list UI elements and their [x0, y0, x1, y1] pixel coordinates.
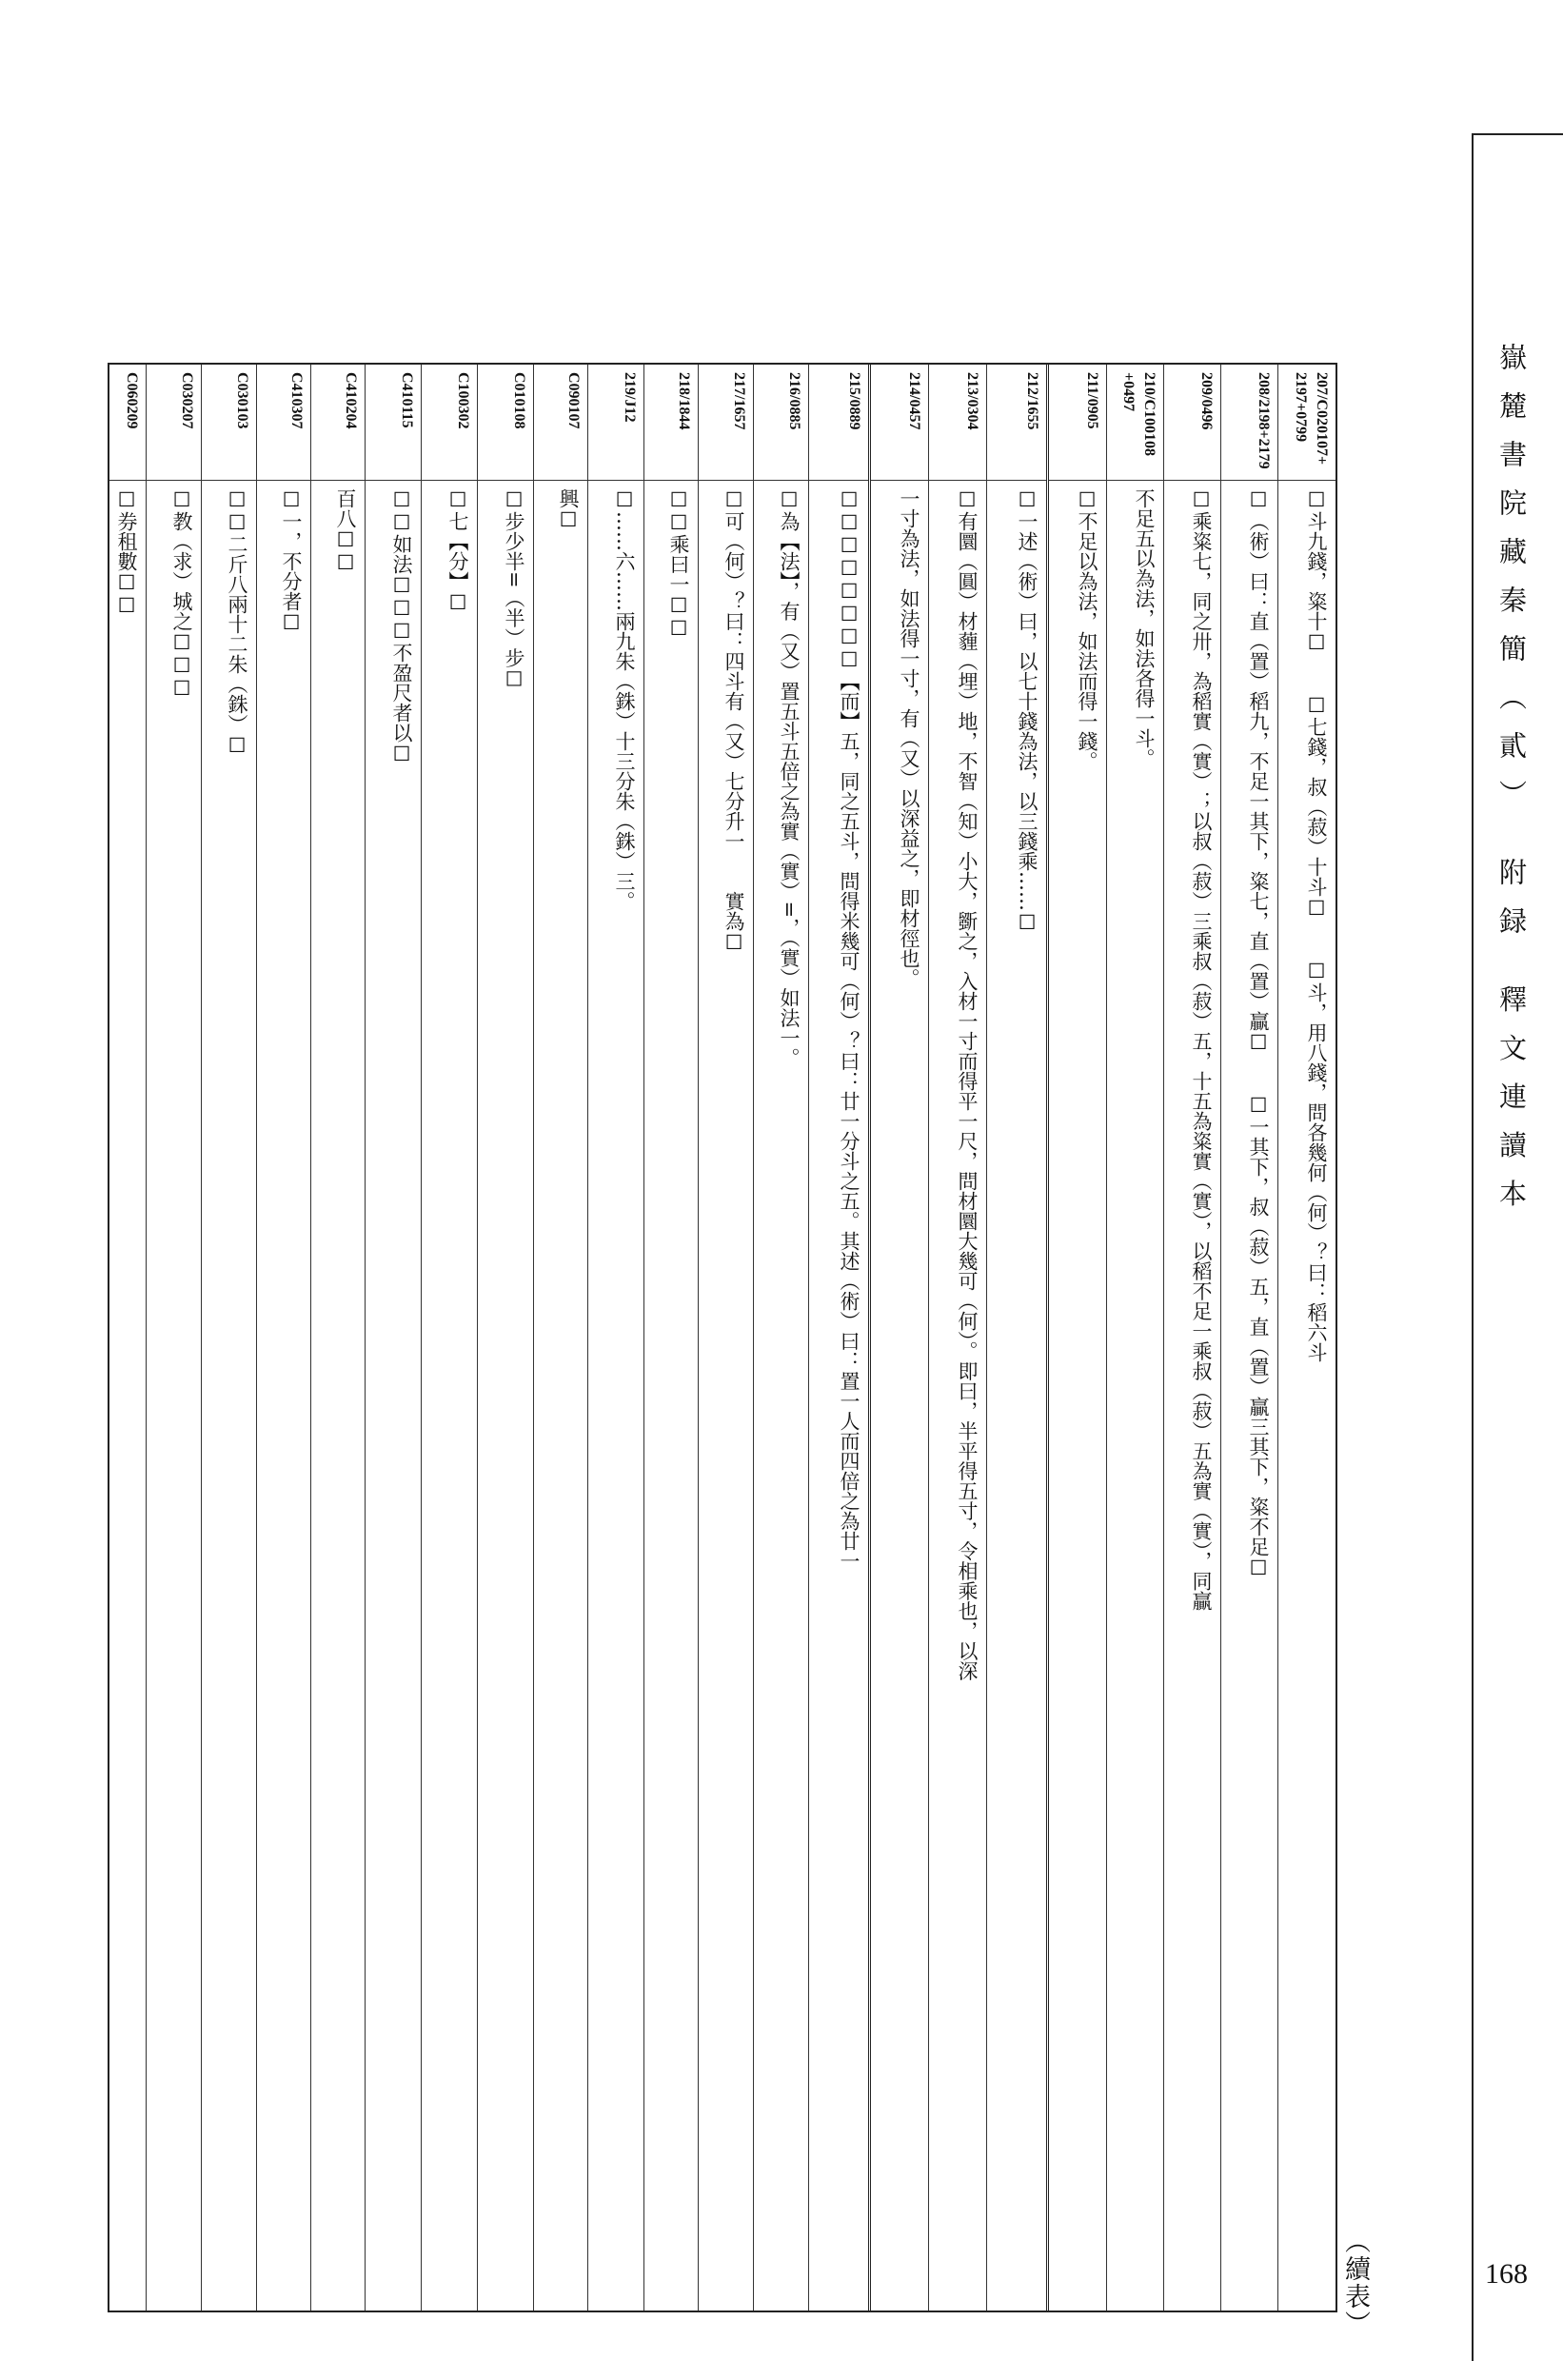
- table-row: [753, 365, 808, 2311]
- slip-number: 212/1655: [987, 365, 1046, 481]
- transcription-text: ☐☐☐☐☐☐☐☐【而】五，同之五斗，問得米幾可（何）？曰：廿一分斗之五。其述（術）曰：置一人而四倍之為廿一: [838, 488, 861, 1571]
- table-row: [421, 365, 477, 2311]
- slip-number: 216/0885: [754, 365, 808, 481]
- slip-number: 209/0496: [1164, 365, 1220, 481]
- book-title: 嶽麓書院藏秦簡（貳） 附録 釋文連讀本: [1495, 343, 1528, 1228]
- table-row: [477, 365, 533, 2311]
- transcription-text: ☐券租數☐☐: [115, 488, 138, 617]
- transcription-text: ☐不足以為法，如法而得一錢。: [1076, 488, 1098, 771]
- transcription-text: 興☐: [557, 488, 580, 531]
- transcription-text: ☐有圜（圓）材薶（埋）地，不智（知）小大，斵之，入材一寸而得平一尺，問材圜大幾可（何）。即曰，半平得五寸，令相乘也，以深: [956, 488, 979, 1681]
- transcription-text: ☐……六……兩九朱（銖）十三分朱（銖）三。: [613, 488, 636, 911]
- slip-number: C030207: [147, 365, 201, 481]
- transcription-text: ☐乘粢七，同之卅，為稻實（實）；以叔（菽）三乘叔（菽）五，十五為粢實（實），以稻不足一乘叔（菽）五為實（實），同贏: [1190, 488, 1213, 1611]
- transcription-text: ☐斗九錢，粢十☐ ☐七錢，叔（菽）十斗☐ ☐斗，用八錢，問各幾何（何）？曰：稻六斗: [1305, 488, 1328, 1362]
- page-number: 168: [1485, 2258, 1528, 2290]
- table-row: [1046, 365, 1106, 2311]
- transcription-text: ☐（術）曰：直（置）稻九，不足一其下，粢七，直（置）贏☐ ☐一其下，叔（菽）五，直（置）贏三其下，粢不足☐: [1247, 488, 1270, 1579]
- table-row: [108, 365, 146, 2311]
- slip-number: C090107: [534, 365, 587, 481]
- transcription-text: ☐為【法】，有（又）置五斗五倍之為實（實）=，（實）如法一。: [778, 488, 801, 1068]
- slip-number: C060209: [108, 365, 146, 481]
- table-row: [1163, 365, 1220, 2311]
- slip-number: C410204: [311, 365, 365, 481]
- table-row: [808, 365, 868, 2311]
- table-row: [643, 365, 698, 2311]
- table-row: [256, 365, 310, 2311]
- slip-number: C010108: [478, 365, 533, 481]
- transcription-text: 不足五以為法，如法各得一斗。: [1133, 488, 1156, 768]
- table-row: [868, 365, 928, 2311]
- table-row: [928, 365, 986, 2311]
- table-row: [533, 365, 587, 2311]
- transcription-text: ☐教（求）城之☐☐☐: [170, 488, 193, 700]
- transcription-table: [108, 363, 1337, 2312]
- table-row: [310, 365, 365, 2311]
- transcription-text: ☐步少半=（半）步☐: [503, 488, 525, 691]
- table-row: [1277, 365, 1335, 2311]
- transcription-text: ☐☐乘曰一☐☐: [667, 488, 690, 640]
- slip-number: 214/0457: [871, 365, 928, 481]
- header-rule: [1472, 133, 1474, 2361]
- transcription-text: ☐七【分】☐: [446, 488, 469, 614]
- continued-label: （續表）: [1340, 2228, 1370, 2338]
- header-cap: [1474, 133, 1563, 135]
- slip-number: C030103: [202, 365, 256, 481]
- slip-number: 213/0304: [929, 365, 986, 481]
- table-row: [1220, 365, 1277, 2311]
- table-row: [698, 365, 753, 2311]
- transcription-text: ☐一述（術）曰，以七十錢為法，以三錢乘……☐: [1016, 488, 1039, 934]
- table-row: [1106, 365, 1163, 2311]
- transcription-text: ☐可（何）？曰：四斗有（又）七分升一 實為☐: [722, 488, 745, 954]
- table-rows: [109, 365, 1335, 2311]
- transcription-text: 百八☐☐: [334, 488, 357, 574]
- slip-number: 208/2198+2179: [1221, 365, 1277, 481]
- slip-number: C410115: [366, 365, 421, 481]
- table-row: [986, 365, 1046, 2311]
- table-row: [146, 365, 201, 2311]
- slip-number: 217/1657: [699, 365, 753, 481]
- transcription-text: 一寸為法，如法得一寸，有（又）以深益之，即材徑也。: [898, 488, 920, 988]
- table-row: [201, 365, 256, 2311]
- slip-number: 219/J12: [588, 365, 643, 481]
- transcription-text: ☐☐二斤八兩十二朱（銖）☐: [226, 488, 248, 757]
- slip-number: 210/C100108 +0497: [1107, 365, 1163, 481]
- slip-number: C410307: [257, 365, 310, 481]
- slip-number: 211/0905: [1049, 365, 1106, 481]
- slip-number: 215/0889: [809, 365, 868, 481]
- slip-number: 218/1844: [644, 365, 698, 481]
- slip-number: C100302: [422, 365, 477, 481]
- transcription-text: ☐一，不分者☐: [280, 488, 303, 634]
- table-row: [587, 365, 643, 2311]
- transcription-text: ☐☐如法☐☐☐不盈尺者以☐: [390, 488, 413, 765]
- slip-number: 207/C020107+ 2197+0799: [1278, 365, 1335, 481]
- table-row: [365, 365, 421, 2311]
